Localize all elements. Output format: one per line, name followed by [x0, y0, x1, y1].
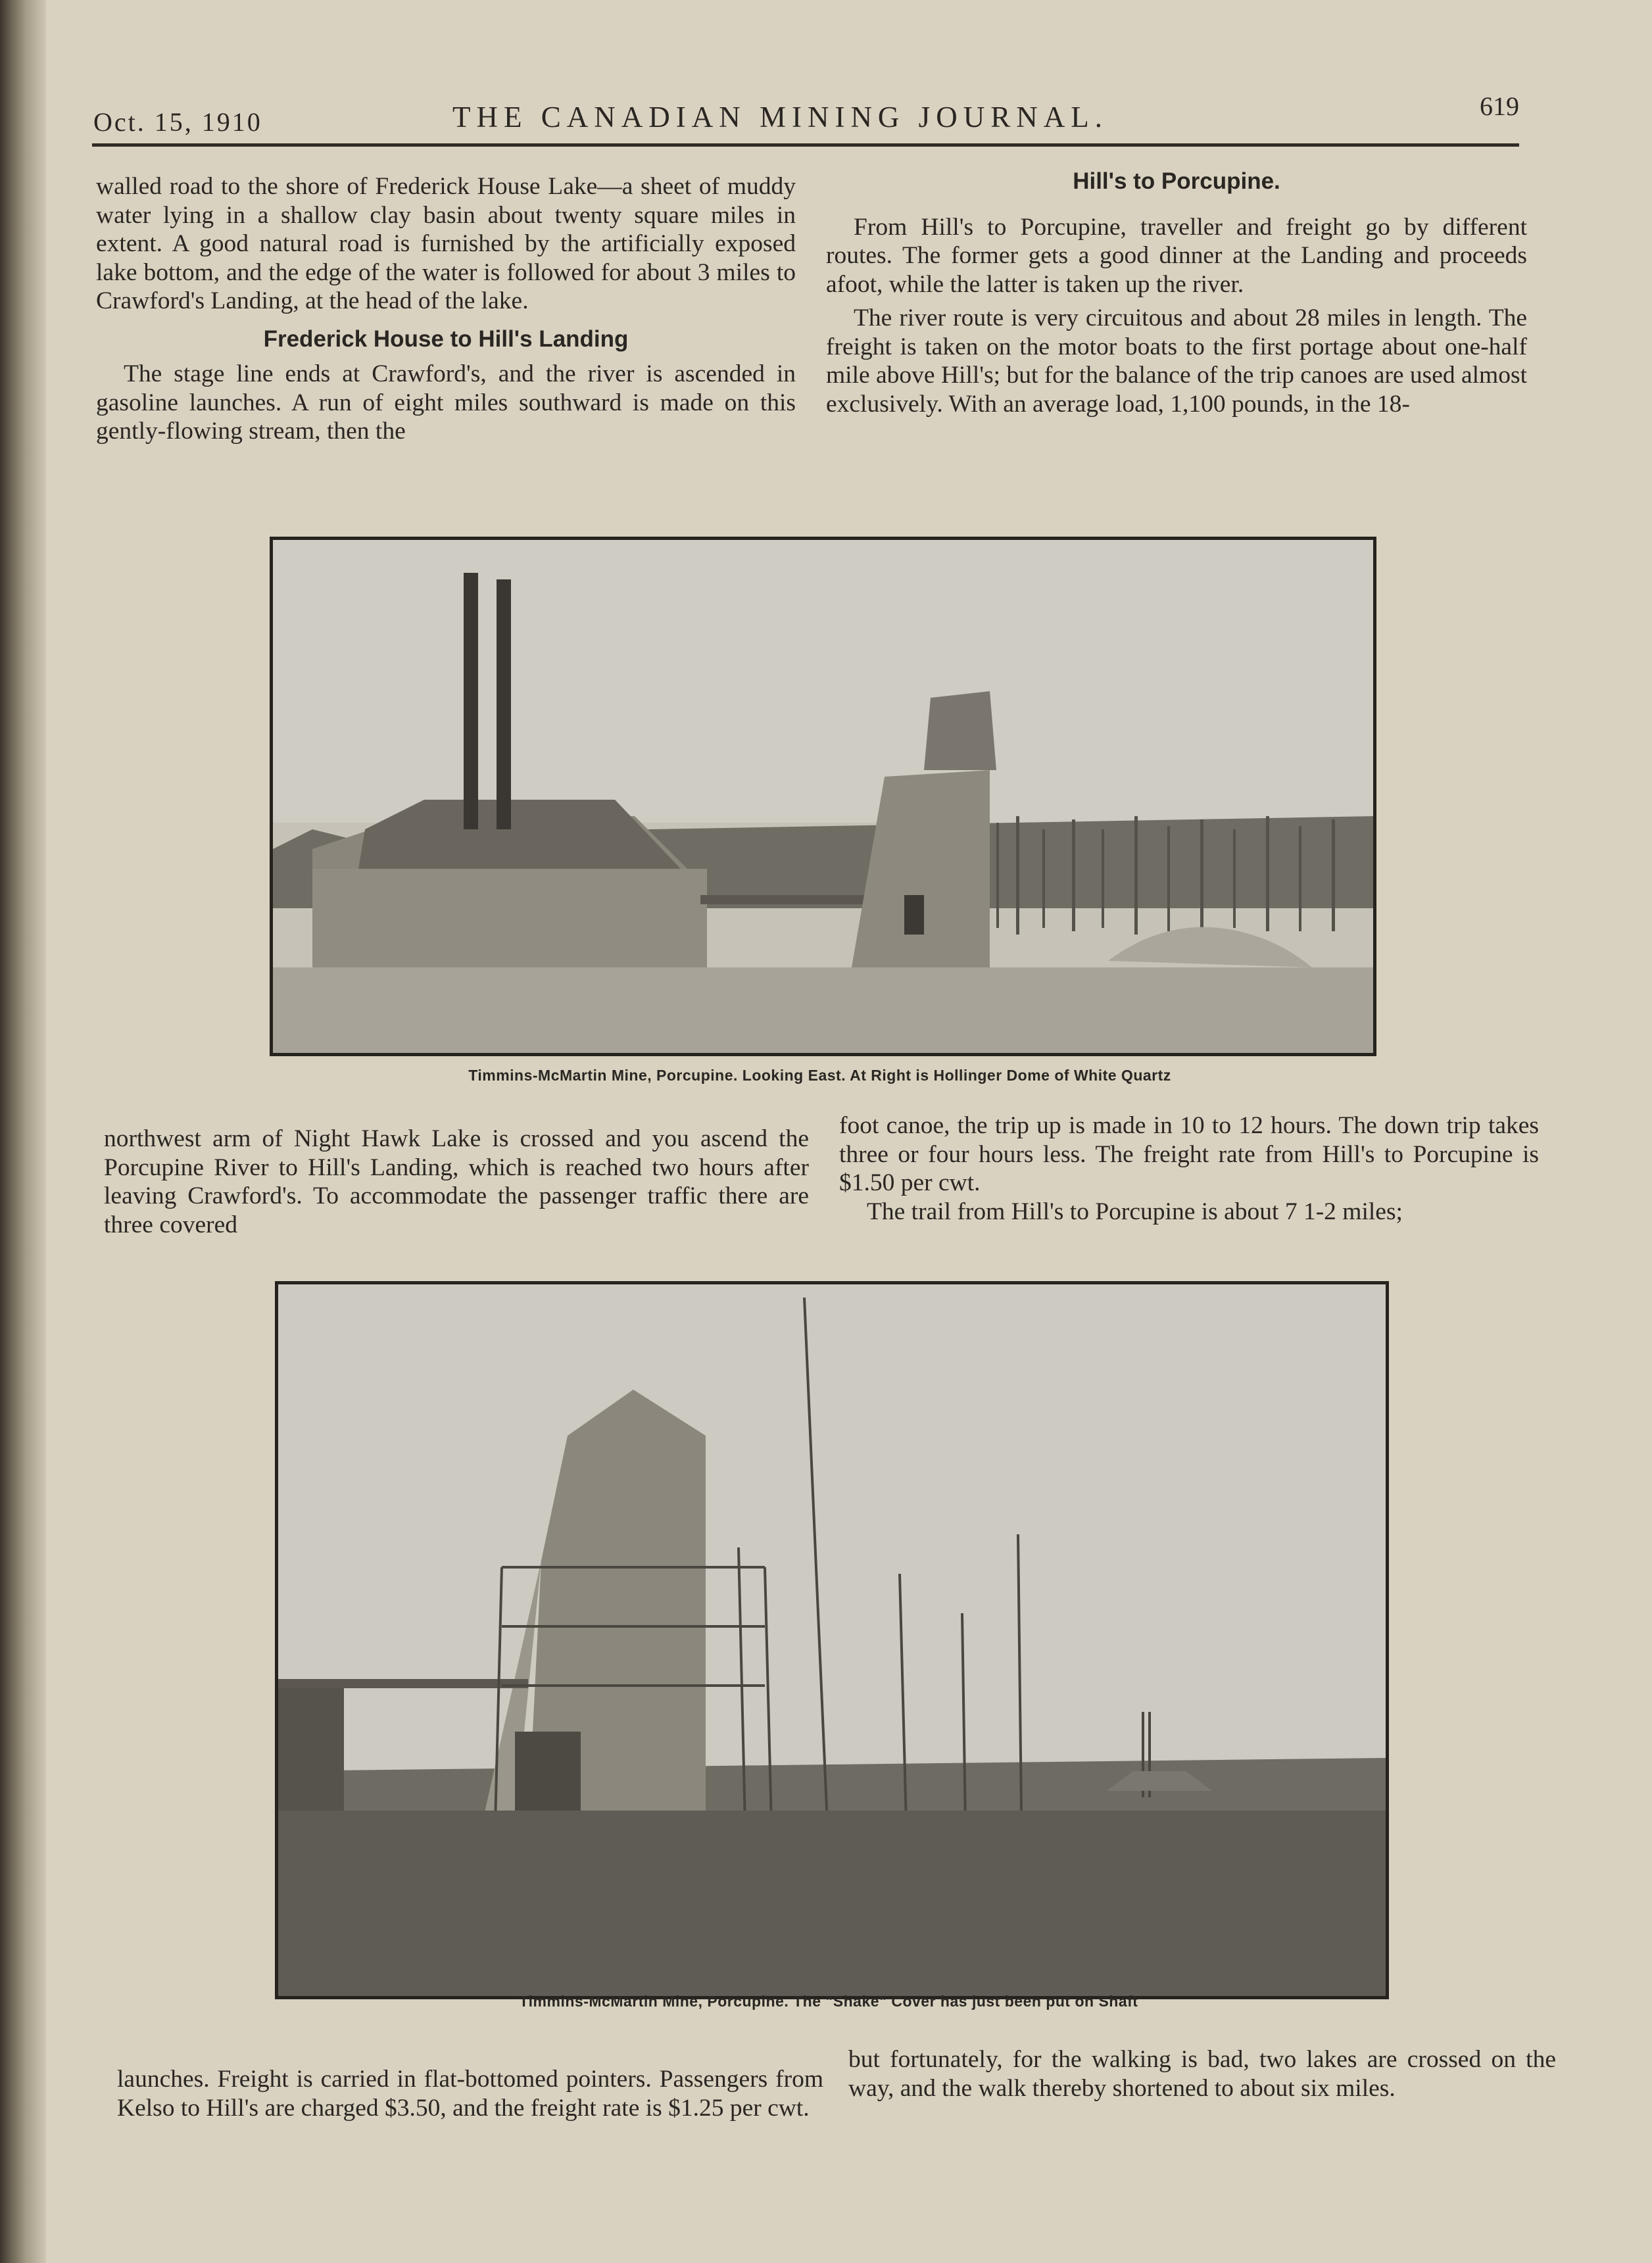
- top-left-column: [96, 172, 796, 446]
- photo-mine-looking-east: [270, 537, 1376, 1056]
- photo-shaft-shake-cover: [275, 1281, 1389, 1999]
- binding-gutter: [0, 0, 46, 2263]
- paragraph: northwest arm of Night Hawk Lake is crossed and you ascend the Porcupine River to Hill's Landing, which is reached two hours after leaving Crawford's. To accommodate the passenger traffic there are three covered: [104, 1125, 809, 1238]
- paragraph: The trail from Hill's to Porcupine is about 7 1-2 miles;: [867, 1198, 1403, 1225]
- mine-scene-illustration: [273, 540, 1373, 1053]
- paragraph: The river route is very circuitous and about 28 miles in length. The freight is taken on the motor boats to the first portage about one-half mile above Hill's; but for the balance of the trip canoes are used almost exclusively. With an average load, 1,100 pounds, in the 18-: [826, 304, 1527, 418]
- page-number: 619: [1480, 91, 1519, 121]
- top-right-column: [826, 164, 1527, 418]
- paragraph: From Hill's to Porcupine, traveller and freight go by different routes. The former gets a good dinner at the Landing and proceeds afoot, while the latter is taken up the river.: [826, 213, 1527, 298]
- running-head: [92, 91, 1519, 147]
- journal-title: THE CANADIAN MINING JOURNAL.: [452, 101, 1108, 134]
- photo-caption: Timmins-McMartin Mine, Porcupine. The "Shake" Cover has just been put on Shaft: [519, 1993, 1138, 2010]
- bottom-left-column: [117, 2065, 823, 2122]
- bottom-right-column: [848, 2045, 1556, 2103]
- issue-date: Oct. 15, 1910: [93, 107, 262, 137]
- paragraph: but fortunately, for the walking is bad, two lakes are crossed on the way, and the walk thereby shortened to about six miles.: [848, 2046, 1556, 2102]
- middle-right-column: [839, 1111, 1539, 1226]
- middle-left-column: [104, 1125, 809, 1239]
- paragraph: walled road to the shore of Frederick House Lake—a sheet of muddy water lying in a shallow clay basin about twenty square miles in extent. A good natural road is furnished by the artificially exposed lake bottom, and the edge of the water is followed for about 3 miles to Crawford's Landing, at the head of the lake.: [96, 173, 796, 314]
- section-heading: Hill's to Porcupine.: [1073, 168, 1280, 194]
- paragraph: launches. Freight is carried in flat-bottomed pointers. Passengers from Kelso to Hill's are charged $3.50, and the freight rate is $1.25 per cwt.: [117, 2066, 823, 2122]
- section-heading: Frederick House to Hill's Landing: [263, 326, 629, 352]
- paragraph: The stage line ends at Crawford's, and the river is ascended in gasoline launches. A run of eight miles southward is made on this gently-flowing stream, then the: [96, 360, 796, 445]
- shaft-scene-illustration: [278, 1284, 1386, 1996]
- paragraph: foot canoe, the trip up is made in 10 to 12 hours. The down trip takes three or four hours less. The freight rate from Hill's to Porcupine is $1.50 per cwt.: [839, 1112, 1539, 1196]
- photo-caption: Timmins-McMartin Mine, Porcupine. Looking East. At Right is Hollinger Dome of White Quartz: [468, 1067, 1171, 1084]
